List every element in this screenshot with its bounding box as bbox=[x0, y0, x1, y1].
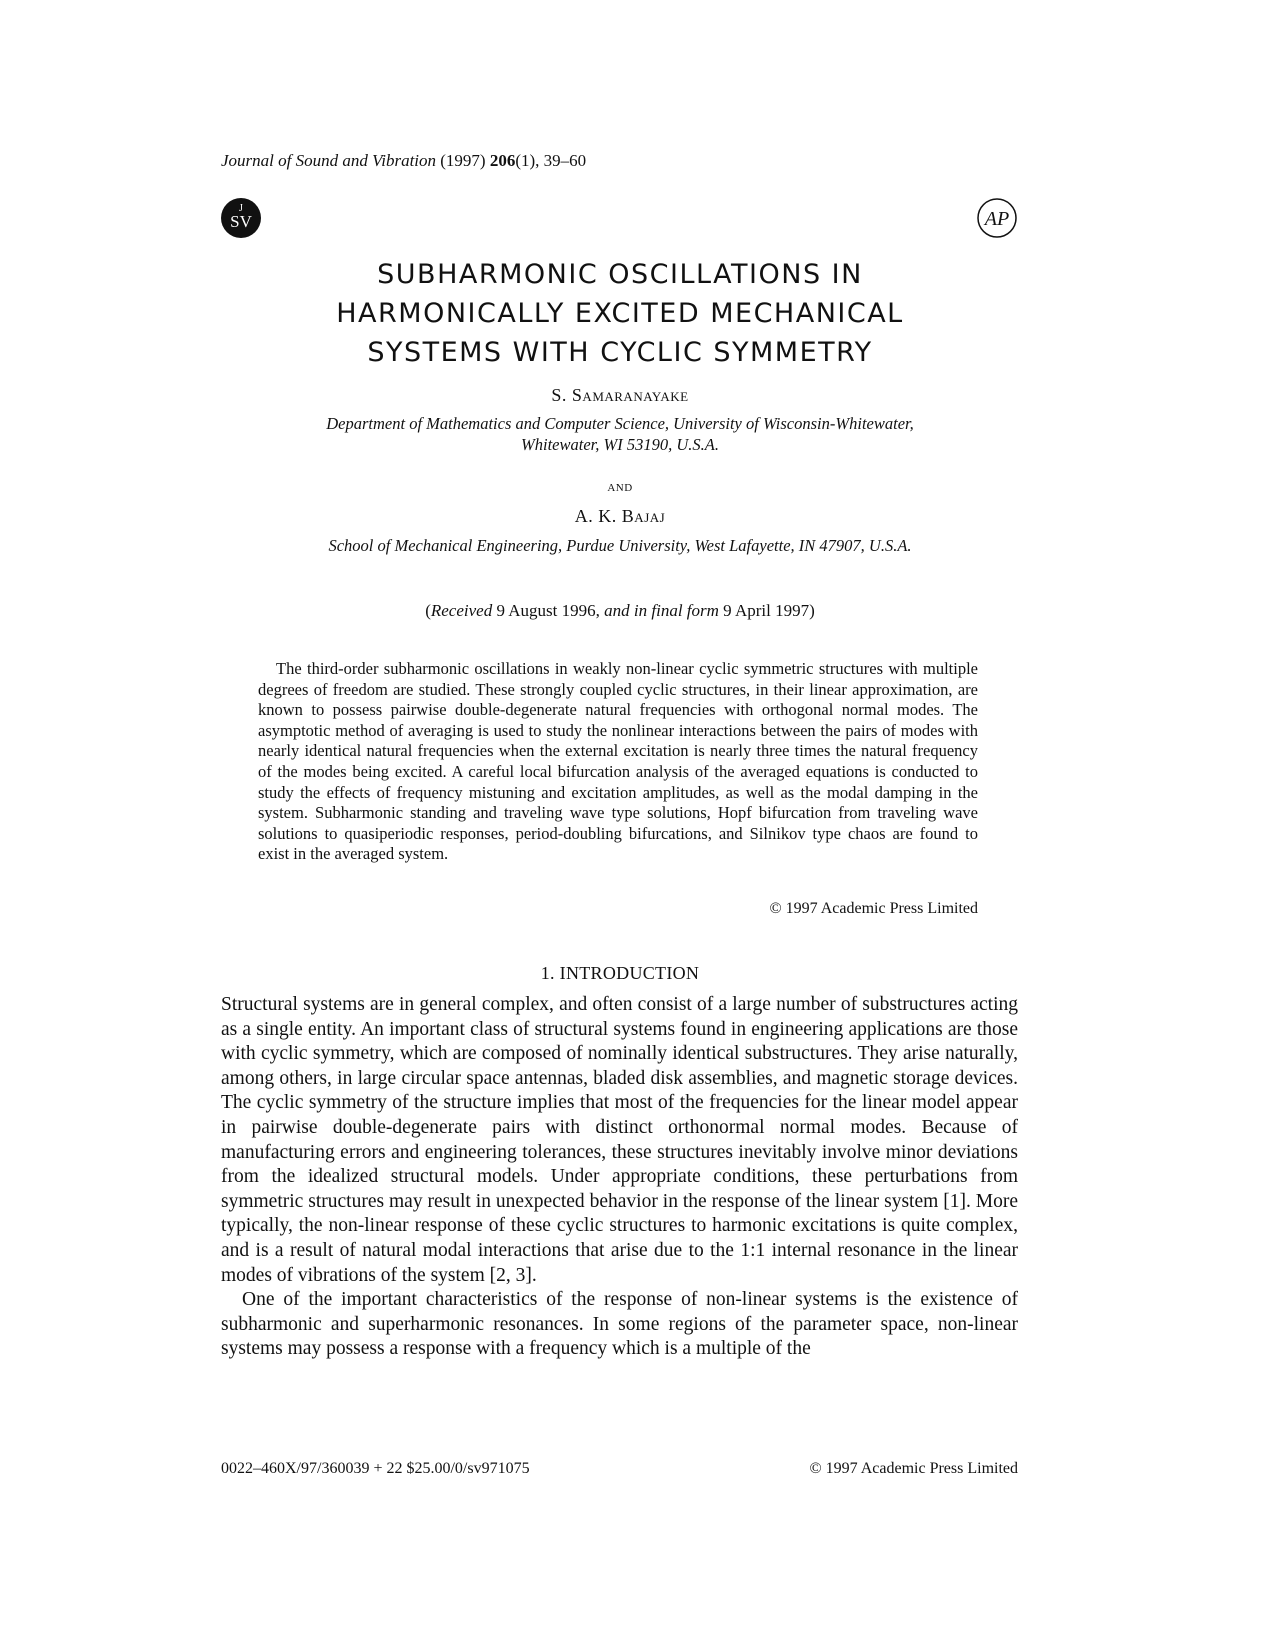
abstract: The third-order subharmonic oscillations in weakly non-linear cyclic symmetric structures with multiple degrees of freedom are studied. These strongly coupled cyclic structures, in their linear approximation, are known to possess pairwise double-degenerate natural frequencies with orthogonal normal modes. The asymptotic method of averaging is used to study the nonlinear interactions between the pairs of modes with nearly identical natural frequencies when the external excitation is nearly three times the natural frequency of the modes being excited. A careful local bifurcation analysis of the averaged equations is conducted to study the effects of frequency mistuning and excitation amplitudes, as well as the modal damping in the system. Subharmonic standing and traveling wave type solutions, Hopf bifurcation from traveling wave solutions to quasiperiodic responses, period-doubling bifurcations, and Silnikov type chaos are found to exist in the averaged system. bbox=[258, 659, 978, 864]
sv-logo-letters: SV bbox=[230, 212, 252, 231]
journal-citation bbox=[221, 151, 586, 171]
paper-title bbox=[250, 255, 990, 372]
journal-year: (1997) bbox=[440, 151, 486, 170]
journal-name: Journal of Sound and Vibration bbox=[221, 151, 437, 170]
paragraph-1: Structural systems are in general complex, and often consist of a large number of substructures acting as a single entity. An important class of structural systems found in engineering applications are those with cyclic symmetry, which are composed of nominally identical substructures. They arise naturally, among others, in large circular space antennas, bladed disk assemblies, and magnetic storage devices. The cyclic symmetry of the structure implies that most of the frequencies for the linear model appear in pairwise double-degenerate pairs with distinct orthonormal normal modes. Because of manufacturing errors and engineering tolerances, these structures inevitably involve minor deviations from the idealized structural models. Under appropriate conditions, these perturbations from symmetric structures may result in unexpected behavior in the response of the linear system [1]. More typically, the non-linear response of these cyclic structures to harmonic excitations is quite complex, and is a result of natural modal interactions that arise due to the 1:1 internal resonance in the linear modes of vibrations of the system [2, 3]. bbox=[221, 994, 1018, 1286]
final-form-date: 9 April 1997) bbox=[718, 601, 815, 620]
sv-logo-top-letter: J bbox=[239, 203, 243, 214]
author-1-affiliation bbox=[200, 413, 1040, 455]
journal-volume: 206 bbox=[489, 151, 516, 170]
sv-logo bbox=[220, 197, 262, 239]
footer-code: 0022–460X/97/360039 + 22 $25.00/0/sv971075 bbox=[221, 1460, 530, 1477]
received-open-paren: ( bbox=[425, 601, 431, 620]
author-2-name: A. K. Bajaj bbox=[574, 506, 666, 526]
ap-logo-letters: AP bbox=[984, 208, 1010, 230]
abstract-copyright: © 1997 Academic Press Limited bbox=[769, 900, 978, 917]
title-line-2: HARMONICALLY EXCITED MECHANICAL bbox=[336, 298, 904, 329]
section-heading: 1. INTRODUCTION bbox=[540, 963, 700, 983]
title-line-1: SUBHARMONIC OSCILLATIONS IN bbox=[377, 259, 863, 290]
final-form-label: and in final form bbox=[604, 601, 719, 620]
body-text bbox=[221, 993, 1018, 1362]
received-date: 9 August 1996, bbox=[492, 601, 605, 620]
paragraph-2: One of the important characteristics of the response of non-linear systems is the existence of subharmonic and superharmonic resonances. In some regions of the parameter space, non-linear systems may possess a response with a frequency which is a multiple of the bbox=[221, 1289, 1018, 1360]
author-2-affiliation bbox=[200, 535, 1040, 556]
title-line-3: SYSTEMS WITH CYCLIC SYMMETRY bbox=[367, 337, 873, 368]
author-1-affiliation-line-1: Department of Mathematics and Computer Science, University of Wisconsin-Whitewater, bbox=[326, 414, 914, 433]
received-label: Received bbox=[430, 601, 493, 620]
received-dates bbox=[250, 601, 990, 621]
author-1-name: S. Samaranayake bbox=[551, 385, 689, 405]
ap-logo bbox=[976, 197, 1018, 239]
author-1-affiliation-line-2: Whitewater, WI 53190, U.S.A. bbox=[521, 435, 719, 454]
author-2-affiliation-line-1: School of Mechanical Engineering, Purdue University, West Lafayette, IN 47907, U.S.A. bbox=[328, 536, 912, 555]
footer-copyright: © 1997 Academic Press Limited bbox=[809, 1460, 1018, 1477]
and-separator: and bbox=[607, 479, 633, 495]
journal-issue-pages: (1), 39–60 bbox=[515, 151, 587, 170]
